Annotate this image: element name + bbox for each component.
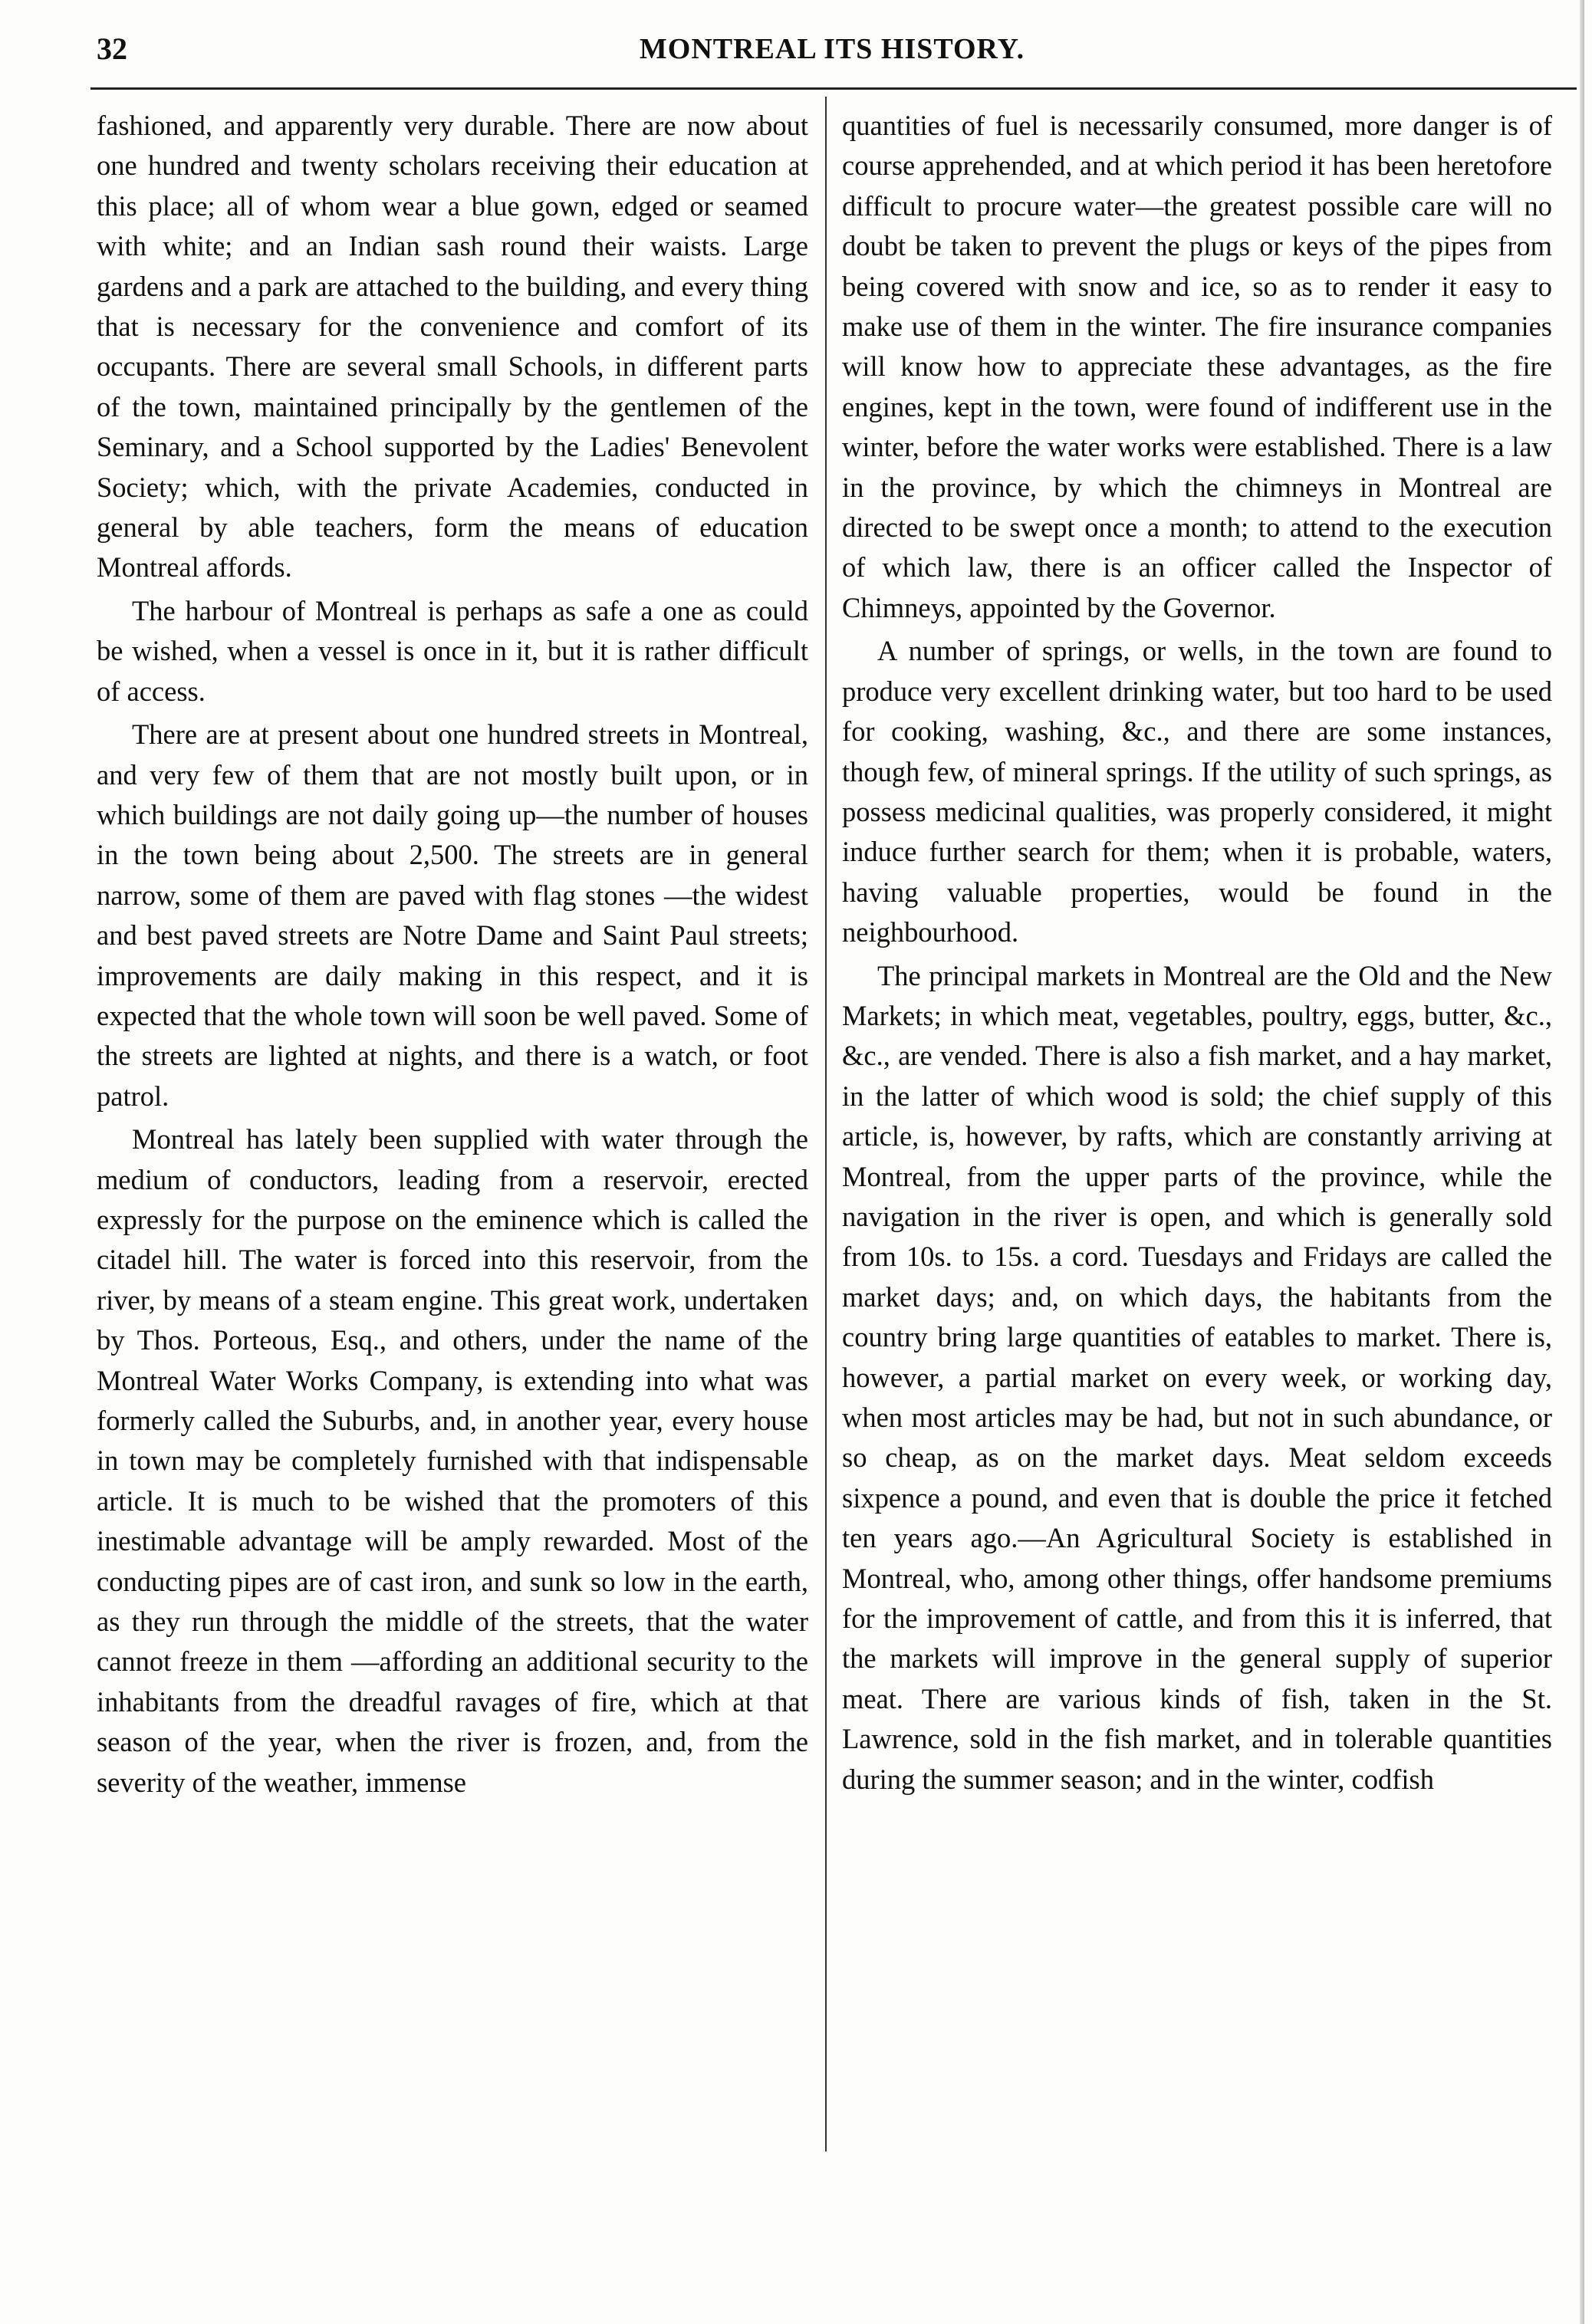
paragraph: The harbour of Montreal is perhaps as safe a one as could be wished, when a vessel is once in it, but it is rather difficult of access. bbox=[97, 594, 808, 707]
paragraph: Montreal has lately been supplied with water through the medium of conductors, leading from a reservoir, erected expressly for the purpose on the eminence which is called the citadel hill. The water is forced into this reservoir, from the river, by means of a steam engine. This great work, undertaken by Thos. Porteous, Esq., and others, under the name of the Montreal Water Works Company, is extending into what was formerly called the Suburbs, and, in another year, every house in town may be completely furnished with that indispensable article. It is much to be wished that the promoters of this inestimable advantage will be amply rewarded. Most of the conducting pipes are of cast iron, and sunk so low in the earth, as they run through the middle of the streets, that the water cannot freeze in them —affording an additional security to the inhabitants from the dreadful ravages of fire, which at that season of the year, when the river is frozen, and, from the severity of the weather, immense bbox=[97, 1123, 808, 1798]
right-column bbox=[842, 106, 1552, 1800]
paragraph: The principal markets in Montreal are the Old and the New Markets; in which meat, vegetables, poultry, eggs, butter, &c., &c., are vended. There is also a fish market, and a hay market, in the latter of which wood is sold; the chief supply of this article, is, however, by rafts, which are constantly arriving at Montreal, from the upper parts of the province, while the navigation in the river is open, and which is generally sold from 10s. to 15s. a cord. Tuesdays and Fridays are called the market days; and, on which days, the habitants from the country bring large quantities of eatables to market. There is, however, a partial market on every week, or working day, when most articles may be had, but not in such abundance, or so cheap, as on the market days. Meat seldom exceeds sixpence a pound, and even that is double the price it fetched ten years ago.—An Agricultural Society is established in Montreal, who, among other things, offer handsome premiums for the improvement of cattle, and from this it is inferred, that the markets will improve in the general supply of superior meat. There are various kinds of fish, taken in the St. Lawrence, sold in the fish market, and in tolerable quantities during the summer season; and in the winter, codfish bbox=[842, 959, 1552, 1795]
header-rule bbox=[90, 87, 1577, 90]
page-edge-shadow bbox=[1580, 0, 1584, 2324]
page-header bbox=[97, 28, 1567, 71]
paragraph: fashioned, and apparently very durable. There are now about one hundred and twenty scholars receiving their education at this place; all of whom wear a blue gown, edged or seamed with white; and an Indian sash round their waists. Large gardens and a park are attached to the building, and every thing that is necessary for the convenience and comfort of its occupants. There are several small Schools, in different parts of the town, maintained principally by the gentlemen of the Seminary, and a School supported by the Ladies' Benevolent Society; which, with the private Academies, conducted in general by able teachers, form the means of education Montreal affords. bbox=[97, 110, 808, 583]
paragraph: A number of springs, or wells, in the town are found to produce very excellent drinking water, but too hard to be used for cooking, washing, &c., and there are some instances, though few, of mineral springs. If the utility of such springs, as possess medicinal qualities, was properly considered, it might induce further search for them; when it is probable, waters, having valuable properties, would be found in the neighbourhood. bbox=[842, 635, 1552, 948]
paragraph: quantities of fuel is necessarily consumed, more danger is of course apprehended, and at which period it has been heretofore difficult to procure water—the greatest possible care will no doubt be taken to prevent the plugs or keys of the pipes from being covered with snow and ice, so as to render it easy to make use of them in the winter. The fire insurance companies will know how to appreciate these advantages, as the fire engines, kept in the town, were found of indifferent use in the winter, before the water works were established. There is a law in the province, by which the chimneys in Montreal are directed to be swept once a month; to attend to the execution of which law, there is an officer called the Inspector of Chimneys, appointed by the Governor. bbox=[842, 110, 1552, 623]
page-number: 32 bbox=[97, 31, 127, 66]
column-divider bbox=[825, 97, 827, 2151]
left-column bbox=[97, 106, 808, 1803]
paragraph: There are at present about one hundred streets in Montreal, and very few of them that are not mostly built upon, or in which buildings are not daily going up—the number of houses in the town being about 2,500. The streets are in general narrow, some of them are paved with flag stones —the widest and best paved streets are Notre Dame and Saint Paul streets; improvements are daily making in this respect, and it is expected that the whole town will soon be well paved. Some of the streets are lighted at nights, and there is a watch, or foot patrol. bbox=[97, 718, 808, 1112]
running-title: MONTREAL ITS HISTORY. bbox=[639, 33, 1025, 65]
